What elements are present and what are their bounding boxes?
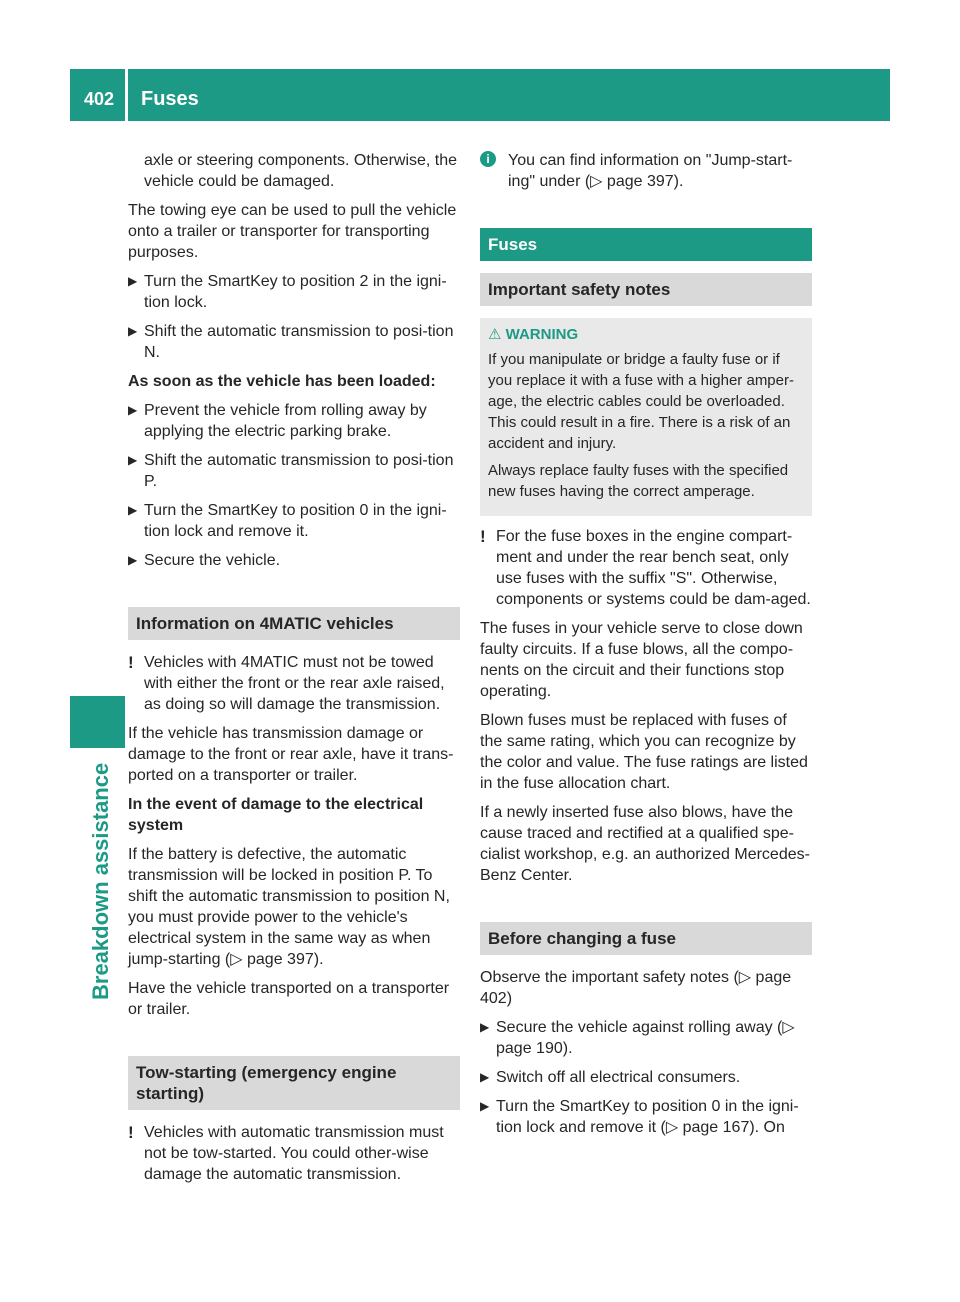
subheading: In the event of damage to the electrical system	[128, 796, 424, 834]
paragraph: The fuses in your vehicle serve to close down faulty circuits. If a fuse blows, all the compo-nents on the circuit and their functions stop operating.	[480, 620, 803, 700]
right-column	[480, 150, 812, 1146]
paragraph: If the vehicle has transmission damage or damage to the front or rear axle, have it trans-ported on a transporter or trailer.	[128, 725, 454, 784]
arrow-icon: ▶	[480, 1070, 490, 1084]
step-item: ▶ Shift the automatic transmission to posi-tion N.	[128, 323, 454, 361]
arrow-icon: ▶	[128, 453, 138, 467]
exclamation-icon: !	[480, 527, 486, 546]
arrow-icon: ▶	[480, 1020, 490, 1034]
arrow-icon: ▶	[128, 503, 138, 517]
warning-title: ⚠ WARNING	[488, 326, 579, 343]
warning-triangle-icon: ⚠	[488, 326, 502, 343]
step-item: ▶ Shift the automatic transmission to posi-tion P.	[128, 452, 454, 490]
caution-note: ! Vehicles with 4MATIC must not be towed with either the front or the rear axle raised, as doing so will damage the transmission.	[128, 653, 445, 713]
caution-note: ! Vehicles with automatic transmission must not be tow-started. You could other-wise damage the automatic transmission.	[128, 1123, 444, 1183]
paragraph: Blown fuses must be replaced with fuses of the same rating, which you can recognize by the color and value. The fuse ratings are listed in the fuse allocation chart.	[480, 712, 808, 792]
step-item: ▶ Turn the SmartKey to position 2 in the igni-tion lock.	[128, 273, 447, 311]
paragraph: Observe the important safety notes (▷ page 402)	[480, 969, 792, 1007]
caution-note: ! For the fuse boxes in the engine compart-ment and under the rear bench seat, only use fuses with the suffix "S". Otherwise, components or systems could be dam-aged.	[480, 527, 811, 608]
warning-text: Always replace faulty fuses with the specified new fuses having the correct amperage.	[488, 462, 789, 500]
chapter-side-label: Breakdown assistance	[88, 762, 113, 1000]
paragraph: The towing eye can be used to pull the vehicle onto a trailer or transporter for transporting purposes.	[128, 202, 457, 261]
arrow-icon: ▶	[128, 403, 138, 417]
section-heading: Tow-starting (emergency engine starting)	[128, 1056, 460, 1110]
step-item: ▶ Prevent the vehicle from rolling away by applying the electric parking brake.	[128, 402, 427, 440]
info-icon: i	[480, 151, 496, 167]
paragraph: If the battery is defective, the automatic transmission will be locked in position P. To shift the automatic transmission to position N, you must provide power to the vehicle's electrical system in the same way as when jump-starting (▷ page 397).	[128, 846, 450, 968]
arrow-icon: ▶	[128, 274, 138, 288]
step-item: ▶ Turn the SmartKey to position 0 in the igni-tion lock and remove it.	[128, 502, 447, 540]
left-column	[128, 150, 460, 1193]
section-heading: Important safety notes	[480, 273, 812, 306]
arrow-icon: ▶	[128, 553, 138, 567]
warning-box	[480, 318, 812, 516]
step-item: ▶ Turn the SmartKey to position 0 in the igni-tion lock and remove it (▷ page 167). On	[480, 1098, 799, 1136]
info-note: i You can find information on "Jump-start-ing" under (▷ page 397).	[480, 150, 812, 192]
step-item: ▶ Secure the vehicle.	[128, 552, 281, 569]
chapter-heading: Fuses	[480, 228, 812, 261]
warning-text: If you manipulate or bridge a faulty fuse or if you replace it with a fuse with a higher amper-age, the electric cables could be overloaded. This could result in a fire. There is a risk of an accident and injury.	[488, 351, 794, 452]
step-item: ▶ Switch off all electrical consumers.	[480, 1069, 741, 1086]
arrow-icon: ▶	[480, 1099, 490, 1113]
section-heading: Before changing a fuse	[480, 922, 812, 955]
subheading: As soon as the vehicle has been loaded:	[128, 373, 436, 390]
exclamation-icon: !	[128, 653, 134, 672]
page-number: 402	[84, 89, 115, 109]
paragraph: If a newly inserted fuse also blows, have the cause traced and rectified at a qualified spe-cialist workshop, e.g. an authorized Mercedes-Benz Center.	[480, 804, 810, 884]
side-tab	[70, 696, 125, 748]
paragraph: axle or steering components. Otherwise, the vehicle could be damaged.	[144, 152, 458, 190]
exclamation-icon: !	[128, 1123, 134, 1142]
page-title: Fuses	[141, 88, 199, 110]
section-heading: Information on 4MATIC vehicles	[128, 607, 460, 640]
header-divider	[125, 69, 128, 121]
step-item: ▶ Secure the vehicle against rolling away (▷ page 190).	[480, 1019, 795, 1057]
paragraph: Have the vehicle transported on a transporter or trailer.	[128, 980, 450, 1018]
arrow-icon: ▶	[128, 324, 138, 338]
